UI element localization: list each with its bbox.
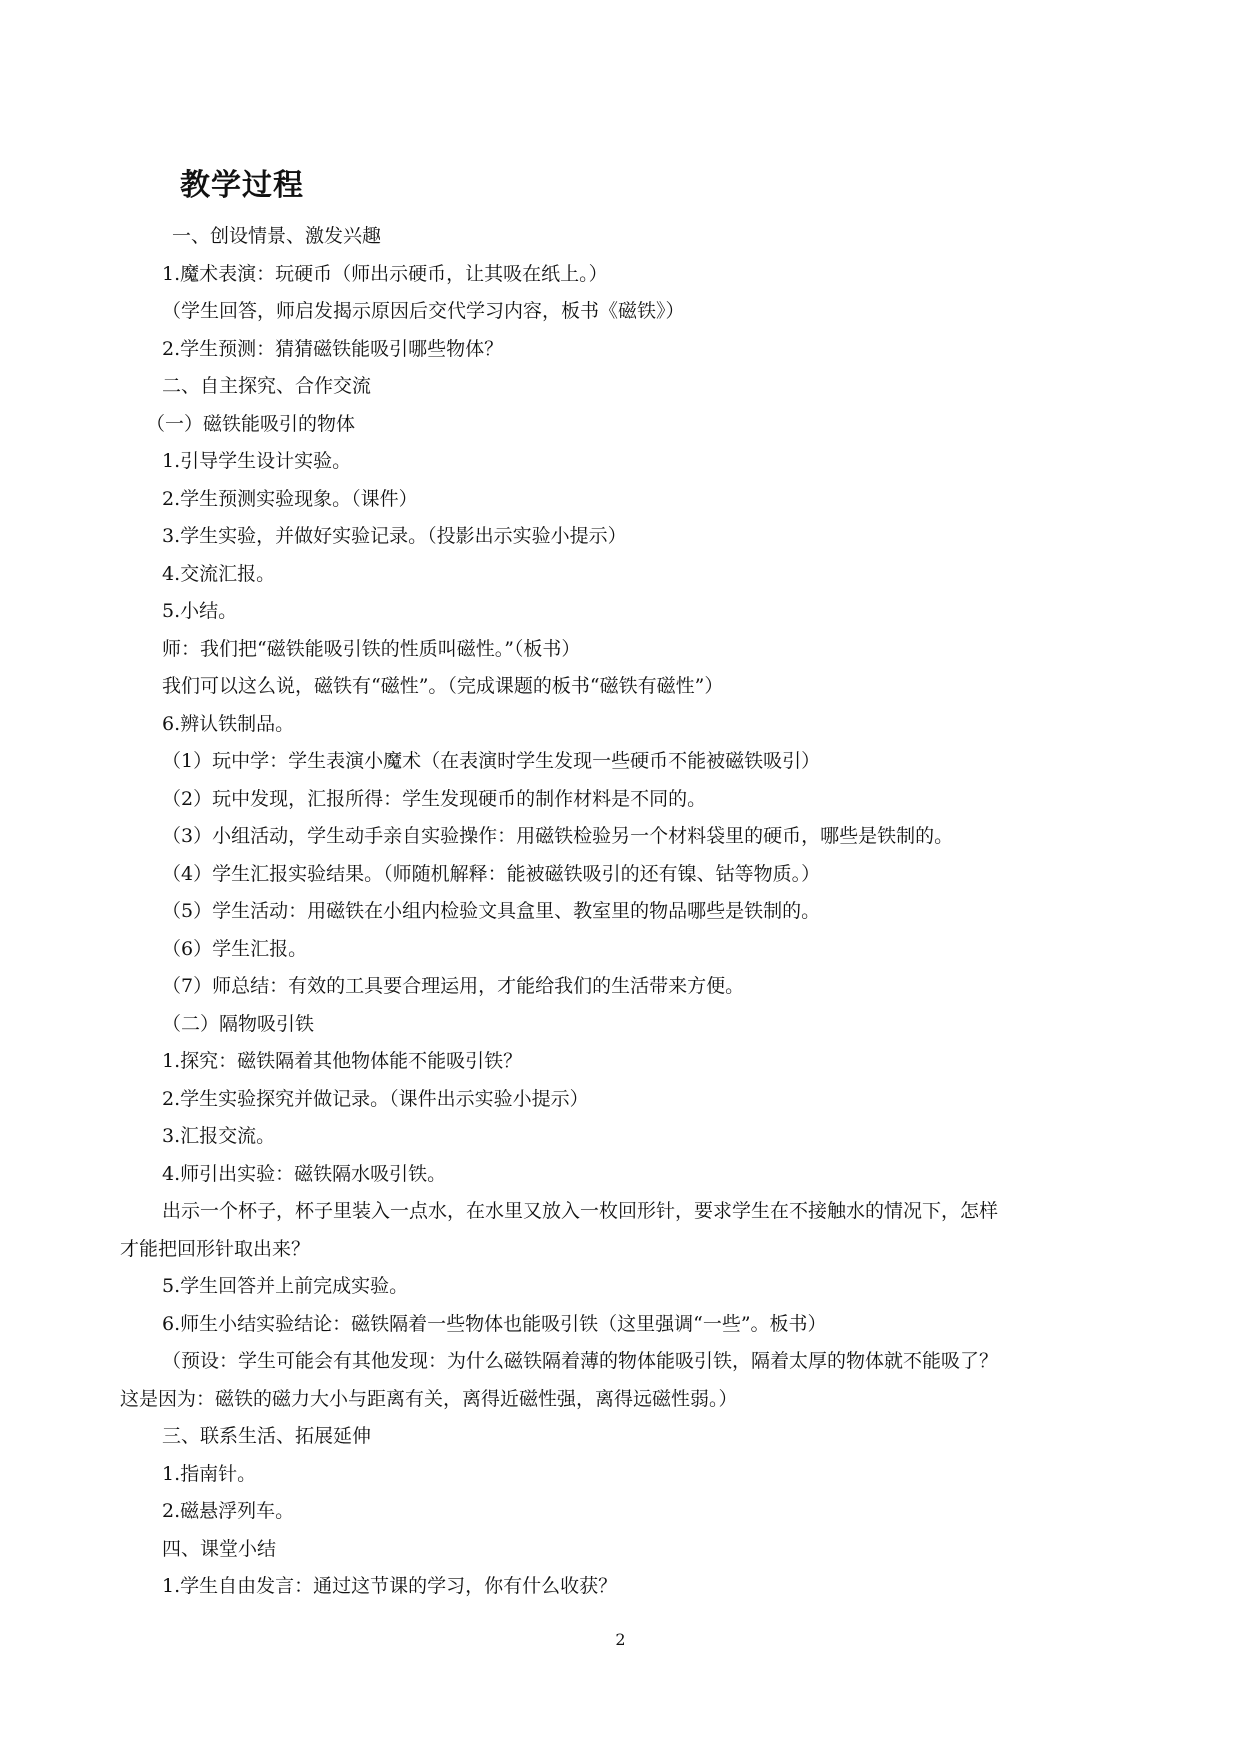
text-line: 5.小结。 — [162, 600, 238, 622]
text-line: 这是因为：磁铁的磁力大小与距离有关，离得近磁性强，离得远磁性弱。） — [120, 1387, 738, 1410]
text-line: 才能把回形针取出来？ — [120, 1237, 311, 1260]
text-line: 1.引导学生设计实验。 — [162, 450, 352, 472]
text-line: 1.魔术表演：玩硬币（师出示硬币，让其吸在纸上。） — [162, 262, 608, 285]
text-line: （7）师总结：有效的工具要合理运用，才能给我们的生活带来方便。 — [162, 975, 745, 997]
text-line: 2.学生预测：猜猜磁铁能吸引哪些物体？ — [162, 337, 504, 360]
text-line: （二）隔物吸引铁 — [162, 1012, 315, 1035]
text-line: 出示一个杯子，杯子里装入一点水，在水里又放入一枚回形针，要求学生在不接触水的情况下，怎样 — [162, 1200, 999, 1222]
text-line: 2.学生实验探究并做记录。（课件出示实验小提示） — [162, 1087, 589, 1110]
text-line: （学生回答，师启发揭示原因后交代学习内容，板书《磁铁》） — [162, 300, 685, 322]
text-line: （1）玩中学：学生表演小魔术（在表演时学生发现一些硬币不能被磁铁吸引） — [162, 750, 821, 772]
section-title: 教学过程 — [180, 168, 304, 203]
document-body — [120, 218, 1125, 1606]
text-line: （2）玩中发现，汇报所得：学生发现硬币的制作材料是不同的。 — [162, 787, 707, 810]
text-line: 4.师引出实验：磁铁隔水吸引铁。 — [162, 1162, 447, 1185]
page-number: 2 — [615, 1630, 626, 1649]
text-line: （6）学生汇报。 — [162, 937, 308, 960]
text-line: （3）小组活动，学生动手亲自实验操作：用磁铁检验另一个材料袋里的硬币，哪些是铁制的。 — [162, 825, 954, 847]
text-line: 我们可以这么说，磁铁有“磁性”。（完成课题的板书“磁铁有磁性”） — [162, 675, 724, 697]
text-line: 一、创设情景、激发兴趣 — [172, 225, 382, 247]
text-line: 5.学生回答并上前完成实验。 — [162, 1275, 409, 1297]
text-line: （5）学生活动：用磁铁在小组内检验文具盒里、教室里的物品哪些是铁制的。 — [162, 900, 821, 922]
text-line: 2.学生预测实验现象。（课件） — [162, 487, 418, 510]
text-line: 1.学生自由发言：通过这节课的学习，你有什么收获？ — [162, 1575, 618, 1597]
text-line: 二、自主探究、合作交流 — [162, 375, 372, 397]
text-line: 三、联系生活、拓展延伸 — [162, 1425, 372, 1447]
text-line: 1.探究：磁铁隔着其他物体能不能吸引铁？ — [162, 1050, 523, 1072]
text-line: （预设：学生可能会有其他发现：为什么磁铁隔着薄的物体能吸引铁，隔着太厚的物体就不能吸了？ — [162, 1350, 999, 1372]
text-line: 4.交流汇报。 — [162, 562, 276, 585]
text-line: 四、课堂小结 — [162, 1537, 277, 1560]
text-line: 师：我们把“磁铁能吸引铁的性质叫磁性。”（板书） — [162, 637, 581, 660]
text-line: 6.辨认铁制品。 — [162, 712, 295, 735]
text-line: 2.磁悬浮列车。 — [162, 1500, 295, 1522]
text-line: 1.指南针。 — [162, 1462, 257, 1485]
text-line: （4）学生汇报实验结果。（师随机解释：能被磁铁吸引的还有镍、钴等物质。） — [162, 862, 821, 885]
text-line: 3.学生实验，并做好实验记录。（投影出示实验小提示） — [162, 525, 627, 547]
text-line: 6.师生小结实验结论：磁铁隔着一些物体也能吸引铁（这里强调“一些”。板书） — [162, 1312, 827, 1335]
text-line: （一）磁铁能吸引的物体 — [146, 412, 356, 435]
text-line: 3.汇报交流。 — [162, 1125, 276, 1147]
